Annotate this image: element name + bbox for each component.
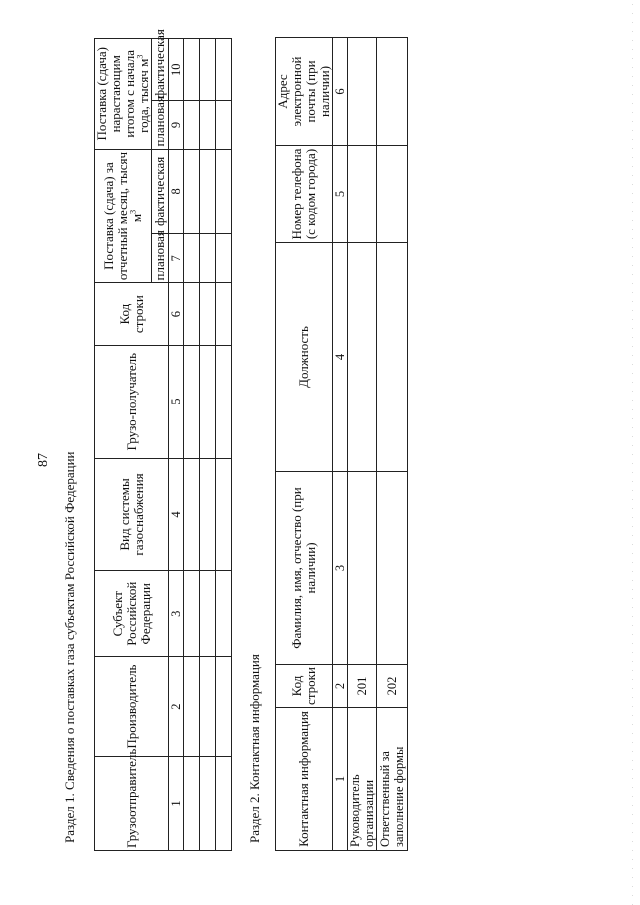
header-system-type: Вид системы газоснабжения xyxy=(95,458,169,571)
table-cell[interactable] xyxy=(216,757,232,851)
section2-title: Раздел 2. Контактная информация xyxy=(247,654,262,843)
header-row-code: Код строки xyxy=(276,665,333,708)
column-number: 5 xyxy=(333,146,348,243)
header-supply-month: Поставка (сдача) за отчетный месяц, тысяч $м^3$ xyxy=(95,149,152,283)
row-code: 202 xyxy=(377,665,408,708)
header-consignee: Грузо-получатель xyxy=(95,345,169,458)
header-row-code: Код строки xyxy=(95,283,169,345)
column-number: 10 xyxy=(169,39,184,101)
header-phone: Номер телефона (с кодом города) xyxy=(276,146,333,243)
row-label-head: Руководитель организации xyxy=(348,708,377,851)
row-code: 201 xyxy=(348,665,377,708)
column-number: 3 xyxy=(169,571,184,657)
column-number: 6 xyxy=(333,38,348,146)
table-cell[interactable] xyxy=(216,345,232,458)
table-cell[interactable] xyxy=(348,146,377,243)
table-cell[interactable] xyxy=(216,234,232,283)
table-cell[interactable] xyxy=(200,101,216,149)
table-row xyxy=(377,38,408,851)
table-cell[interactable] xyxy=(216,283,232,345)
header-position: Должность xyxy=(276,243,333,472)
column-number: 7 xyxy=(169,234,184,283)
column-number: 8 xyxy=(169,149,184,234)
table-row xyxy=(200,39,216,851)
column-number: 1 xyxy=(169,757,184,851)
column-number: 2 xyxy=(333,665,348,708)
table-row xyxy=(348,38,377,851)
table-cell[interactable] xyxy=(216,39,232,101)
column-number: 4 xyxy=(333,243,348,472)
table-cell[interactable] xyxy=(184,345,200,458)
header-producer: Производитель xyxy=(95,657,169,757)
table-cell[interactable] xyxy=(200,149,216,234)
section2-table xyxy=(275,37,408,851)
header-contact: Контактная информация xyxy=(276,708,333,851)
section1-table xyxy=(94,29,232,851)
column-number: 9 xyxy=(169,101,184,149)
header-month-planned: плановая xyxy=(152,234,169,283)
table-cell[interactable] xyxy=(200,571,216,657)
table-cell[interactable] xyxy=(216,101,232,149)
table-cell[interactable] xyxy=(184,101,200,149)
table-cell[interactable] xyxy=(348,472,377,665)
table-cell[interactable] xyxy=(377,243,408,472)
table-cell[interactable] xyxy=(184,149,200,234)
column-number: 4 xyxy=(169,458,184,571)
table-cell[interactable] xyxy=(200,283,216,345)
column-number: 3 xyxy=(333,472,348,665)
table-cell[interactable] xyxy=(348,38,377,146)
table-cell[interactable] xyxy=(216,571,232,657)
table-cell[interactable] xyxy=(216,458,232,571)
header-ytd-planned: плановая xyxy=(152,101,169,149)
table-row xyxy=(184,39,200,851)
section1-title: Раздел 1. Сведения о поставках газа субъектам Российской Федерации xyxy=(62,451,77,843)
table-cell[interactable] xyxy=(200,458,216,571)
table-cell[interactable] xyxy=(184,571,200,657)
table-cell[interactable] xyxy=(200,657,216,757)
header-subject: Субъект Российской Федерации xyxy=(95,571,169,657)
table-cell[interactable] xyxy=(200,345,216,458)
table-cell[interactable] xyxy=(184,39,200,101)
header-email: Адрес электронной почты (при наличии) xyxy=(276,38,333,146)
column-number: 2 xyxy=(169,657,184,757)
table-cell[interactable] xyxy=(200,234,216,283)
table-cell[interactable] xyxy=(200,39,216,101)
table-cell[interactable] xyxy=(377,146,408,243)
table-cell[interactable] xyxy=(377,38,408,146)
column-number: 5 xyxy=(169,345,184,458)
header-month-actual: фактическая xyxy=(152,149,169,234)
page-number: 87 xyxy=(36,453,51,467)
table-cell[interactable] xyxy=(184,757,200,851)
column-number: 6 xyxy=(169,283,184,345)
table-cell[interactable] xyxy=(184,234,200,283)
header-supply-ytd: Поставка (сдача) нарастающим итогом с начала года, тысяч $м^3$ xyxy=(95,39,152,150)
header-shipper: Грузоотправитель xyxy=(95,757,169,851)
row-label-responsible: Ответственный за заполнение формы xyxy=(377,708,408,851)
table-cell[interactable] xyxy=(200,757,216,851)
table-cell[interactable] xyxy=(184,458,200,571)
column-number: 1 xyxy=(333,708,348,851)
scan-artifact xyxy=(632,0,633,905)
table-cell[interactable] xyxy=(184,283,200,345)
header-fio: Фамилия, имя, отчество (при наличии) xyxy=(276,472,333,665)
table-cell[interactable] xyxy=(216,657,232,757)
table-cell[interactable] xyxy=(184,657,200,757)
header-ytd-actual: фактическая xyxy=(152,39,169,101)
table-row xyxy=(216,39,232,851)
table-cell[interactable] xyxy=(216,149,232,234)
table-cell[interactable] xyxy=(348,243,377,472)
table-cell[interactable] xyxy=(377,472,408,665)
